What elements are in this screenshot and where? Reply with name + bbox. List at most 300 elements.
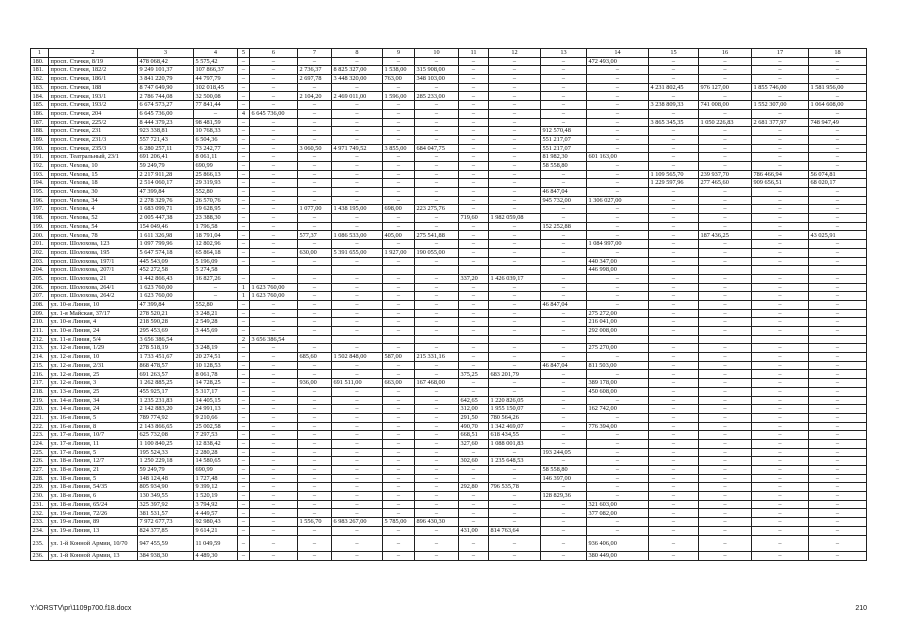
value-cell: – xyxy=(250,431,298,440)
value-cell: 440 347,00 xyxy=(587,257,649,266)
value-cell: 1 502 848,00 xyxy=(332,353,383,362)
value-cell: – xyxy=(541,214,587,223)
value-cell: – xyxy=(541,179,587,188)
value-cell: – xyxy=(752,205,809,214)
value-cell: – xyxy=(459,188,489,197)
value-cell: – xyxy=(649,66,699,75)
value-cell: – xyxy=(298,500,332,509)
value-cell: – xyxy=(332,196,383,205)
row-number: 231. xyxy=(31,500,49,509)
value-cell: – xyxy=(415,387,459,396)
value-cell: 1 855 746,00 xyxy=(752,83,809,92)
value-cell: – xyxy=(649,439,699,448)
value-cell: 691 511,00 xyxy=(332,379,383,388)
value-cell: – xyxy=(383,127,415,136)
value-cell: – xyxy=(298,257,332,266)
value-cell: – xyxy=(298,188,332,197)
value-cell: – xyxy=(699,387,752,396)
value-cell: 4 489,30 xyxy=(194,552,238,561)
value-cell: – xyxy=(238,135,250,144)
address-cell: ул. 17-я Линия, 5 xyxy=(49,448,138,457)
value-cell: – xyxy=(649,422,699,431)
value-cell: 2 549,28 xyxy=(194,318,238,327)
address-cell: ул. 16-я Линия, 5 xyxy=(49,413,138,422)
header-cell: 1 xyxy=(31,49,49,58)
value-cell: 5 317,17 xyxy=(194,387,238,396)
value-cell: – xyxy=(415,135,459,144)
value-cell: 789 774,92 xyxy=(138,413,194,422)
value-cell: – xyxy=(415,361,459,370)
value-cell xyxy=(238,266,250,275)
value-cell: – xyxy=(699,318,752,327)
value-cell: – xyxy=(415,118,459,127)
value-cell: – xyxy=(752,500,809,509)
value-cell: – xyxy=(383,214,415,223)
value-cell: – xyxy=(541,257,587,266)
row-number: 212. xyxy=(31,335,49,344)
value-cell: – xyxy=(383,309,415,318)
value-cell: – xyxy=(541,170,587,179)
value-cell: – xyxy=(541,500,587,509)
value-cell: – xyxy=(649,222,699,231)
table-row xyxy=(31,205,867,214)
value-cell: – xyxy=(459,535,489,552)
row-number: 228. xyxy=(31,474,49,483)
address-cell: просп. Стачки, 231 xyxy=(49,127,138,136)
row-number: 186. xyxy=(31,109,49,118)
table-row xyxy=(31,257,867,266)
value-cell: – xyxy=(250,57,298,66)
address-cell: ул. 16-я Линия, 8 xyxy=(49,422,138,431)
value-cell: – xyxy=(649,231,699,240)
value-cell: – xyxy=(238,448,250,457)
header-cell: 8 xyxy=(332,49,383,58)
value-cell: – xyxy=(238,309,250,318)
value-cell: – xyxy=(809,492,867,501)
address-cell: просп. Шолохова, 264/1 xyxy=(49,283,138,292)
value-cell: 312,00 xyxy=(459,405,489,414)
value-cell: 814 763,64 xyxy=(489,526,541,535)
value-cell: – xyxy=(541,283,587,292)
value-cell: 552,80 xyxy=(194,188,238,197)
value-cell: – xyxy=(415,396,459,405)
value-cell: – xyxy=(489,518,541,527)
value-cell: – xyxy=(415,552,459,561)
value-cell: – xyxy=(250,222,298,231)
value-cell: – xyxy=(250,170,298,179)
value-cell: – xyxy=(383,153,415,162)
value-cell: – xyxy=(415,188,459,197)
value-cell: – xyxy=(250,196,298,205)
value-cell: – xyxy=(415,257,459,266)
table-row xyxy=(31,109,867,118)
address-cell: ул. 10-я Линия, 4 xyxy=(49,318,138,327)
value-cell: 152 252,88 xyxy=(541,222,587,231)
row-number: 198. xyxy=(31,214,49,223)
value-cell: – xyxy=(238,318,250,327)
value-cell: – xyxy=(649,300,699,309)
value-cell: 2 786 744,08 xyxy=(138,92,194,101)
value-cell: – xyxy=(587,526,649,535)
value-cell: – xyxy=(699,92,752,101)
value-cell: – xyxy=(415,127,459,136)
value-cell: – xyxy=(383,57,415,66)
table-row xyxy=(31,370,867,379)
row-number: 220. xyxy=(31,405,49,414)
value-cell: – xyxy=(587,396,649,405)
address-cell: ул. 19-я Линия, 13 xyxy=(49,526,138,535)
value-cell: – xyxy=(649,318,699,327)
value-cell xyxy=(752,266,809,275)
value-cell: 1 077,00 xyxy=(298,205,332,214)
page-number: 210 xyxy=(855,605,867,612)
value-cell: 450 608,00 xyxy=(587,387,649,396)
value-cell: – xyxy=(298,552,332,561)
value-cell: – xyxy=(489,552,541,561)
value-cell xyxy=(489,335,541,344)
value-cell: – xyxy=(298,109,332,118)
value-cell: 1 538,00 xyxy=(383,66,415,75)
value-cell: – xyxy=(649,370,699,379)
value-cell: – xyxy=(541,526,587,535)
value-cell: – xyxy=(415,457,459,466)
address-cell: ул. 12-я Линия, 3 xyxy=(49,379,138,388)
value-cell: – xyxy=(489,170,541,179)
address-cell: просп. Стачки, 182/2 xyxy=(49,66,138,75)
value-cell: – xyxy=(383,118,415,127)
value-cell: 2 514 060,17 xyxy=(138,179,194,188)
row-number: 203. xyxy=(31,257,49,266)
table-row xyxy=(31,118,867,127)
value-cell: – xyxy=(809,292,867,301)
value-cell: – xyxy=(383,344,415,353)
address-cell: просп. Шолохова, 195 xyxy=(49,248,138,257)
value-cell: 10 768,33 xyxy=(194,127,238,136)
value-cell: – xyxy=(238,205,250,214)
row-number: 207. xyxy=(31,292,49,301)
value-cell: – xyxy=(541,83,587,92)
value-cell: 719,60 xyxy=(459,214,489,223)
value-cell: 44 797,79 xyxy=(194,75,238,84)
value-cell: – xyxy=(250,535,298,552)
value-cell: 1 623 760,00 xyxy=(250,283,298,292)
address-cell: просп. Шолохова, 207/1 xyxy=(49,266,138,275)
value-cell: 65 864,18 xyxy=(194,248,238,257)
row-number: 233. xyxy=(31,518,49,527)
value-cell: – xyxy=(809,318,867,327)
value-cell: 936 406,00 xyxy=(587,535,649,552)
value-cell: – xyxy=(699,135,752,144)
value-cell: – xyxy=(250,474,298,483)
value-cell: – xyxy=(459,66,489,75)
value-cell: – xyxy=(699,509,752,518)
value-cell: – xyxy=(809,309,867,318)
value-cell: – xyxy=(699,188,752,197)
value-cell: 384 938,30 xyxy=(138,552,194,561)
row-number: 214. xyxy=(31,353,49,362)
table-row xyxy=(31,135,867,144)
value-cell xyxy=(459,266,489,275)
value-cell: – xyxy=(238,240,250,249)
value-cell: 945 732,00 xyxy=(541,196,587,205)
value-cell: 2 469 011,00 xyxy=(332,92,383,101)
value-cell: – xyxy=(383,387,415,396)
value-cell: – xyxy=(541,439,587,448)
value-cell: – xyxy=(541,422,587,431)
value-cell: – xyxy=(809,431,867,440)
value-cell: – xyxy=(587,118,649,127)
value-cell: 102 018,45 xyxy=(194,83,238,92)
value-cell: – xyxy=(649,344,699,353)
value-cell: – xyxy=(415,483,459,492)
value-cell: – xyxy=(541,292,587,301)
value-cell: – xyxy=(699,518,752,527)
value-cell: 683 201,79 xyxy=(489,370,541,379)
value-cell: – xyxy=(809,127,867,136)
value-cell: – xyxy=(250,509,298,518)
table-row xyxy=(31,431,867,440)
value-cell: – xyxy=(489,535,541,552)
value-cell: – xyxy=(383,318,415,327)
value-cell: – xyxy=(459,327,489,336)
value-cell: 5 274,58 xyxy=(194,266,238,275)
value-cell: 7 972 677,73 xyxy=(138,518,194,527)
value-cell: 14 405,15 xyxy=(194,396,238,405)
value-cell: 557 721,43 xyxy=(138,135,194,144)
value-cell: – xyxy=(649,214,699,223)
value-cell: – xyxy=(752,413,809,422)
value-cell: – xyxy=(489,92,541,101)
value-cell: – xyxy=(489,309,541,318)
value-cell: – xyxy=(809,361,867,370)
value-cell: 455 925,17 xyxy=(138,387,194,396)
value-cell: – xyxy=(250,318,298,327)
value-cell: – xyxy=(489,492,541,501)
value-cell: – xyxy=(489,75,541,84)
value-cell: – xyxy=(587,101,649,110)
value-cell: 2 736,37 xyxy=(298,66,332,75)
value-cell: – xyxy=(415,431,459,440)
address-cell: просп. Стачки, 225/2 xyxy=(49,118,138,127)
value-cell: – xyxy=(383,431,415,440)
value-cell: – xyxy=(809,144,867,153)
table-row xyxy=(31,101,867,110)
value-cell: – xyxy=(809,439,867,448)
value-cell: – xyxy=(383,222,415,231)
address-cell: просп. Стачки, 188 xyxy=(49,83,138,92)
value-cell: – xyxy=(459,231,489,240)
value-cell: – xyxy=(649,518,699,527)
value-cell: – xyxy=(383,292,415,301)
value-cell: 552,80 xyxy=(194,300,238,309)
value-cell xyxy=(809,266,867,275)
value-cell: – xyxy=(809,413,867,422)
value-cell: – xyxy=(649,161,699,170)
value-cell: – xyxy=(415,318,459,327)
value-cell xyxy=(699,266,752,275)
table-row xyxy=(31,509,867,518)
table-row xyxy=(31,161,867,170)
value-cell: – xyxy=(238,327,250,336)
value-cell: – xyxy=(298,300,332,309)
value-cell: 3 656 386,54 xyxy=(138,335,194,344)
address-cell: просп. Чехова, 10 xyxy=(49,161,138,170)
table-row xyxy=(31,344,867,353)
row-number: 229. xyxy=(31,483,49,492)
value-cell: 1 623 760,00 xyxy=(250,292,298,301)
value-cell xyxy=(298,266,332,275)
value-cell: – xyxy=(459,135,489,144)
row-number: 182. xyxy=(31,75,49,84)
value-cell: – xyxy=(383,552,415,561)
value-cell: 47 399,84 xyxy=(138,188,194,197)
value-cell: – xyxy=(809,300,867,309)
value-cell: – xyxy=(250,552,298,561)
value-cell: – xyxy=(649,500,699,509)
table-row xyxy=(31,361,867,370)
value-cell: – xyxy=(459,75,489,84)
value-cell: – xyxy=(238,509,250,518)
value-cell: – xyxy=(250,83,298,92)
value-cell: – xyxy=(298,274,332,283)
value-cell: – xyxy=(415,500,459,509)
header-cell: 16 xyxy=(699,49,752,58)
value-cell: – xyxy=(587,457,649,466)
value-cell: – xyxy=(752,257,809,266)
address-cell: ул. 13-я Линия, 25 xyxy=(49,387,138,396)
value-cell: – xyxy=(332,431,383,440)
value-cell: – xyxy=(699,466,752,475)
value-cell: – xyxy=(699,405,752,414)
value-cell: – xyxy=(250,144,298,153)
value-cell: – xyxy=(250,309,298,318)
value-cell: – xyxy=(587,83,649,92)
value-cell: – xyxy=(238,405,250,414)
value-cell: – xyxy=(649,413,699,422)
value-cell: – xyxy=(699,127,752,136)
value-cell: 381 531,57 xyxy=(138,509,194,518)
value-cell: – xyxy=(415,153,459,162)
value-cell: – xyxy=(415,109,459,118)
value-cell: – xyxy=(298,153,332,162)
address-cell: ул. 12-я Линия, 25 xyxy=(49,370,138,379)
value-cell: – xyxy=(752,457,809,466)
value-cell: – xyxy=(699,309,752,318)
table-row xyxy=(31,387,867,396)
value-cell: – xyxy=(752,274,809,283)
value-cell: 46 847,04 xyxy=(541,361,587,370)
value-cell: – xyxy=(238,274,250,283)
row-number: 191. xyxy=(31,153,49,162)
value-cell: – xyxy=(809,422,867,431)
value-cell: – xyxy=(332,405,383,414)
value-cell: – xyxy=(332,57,383,66)
value-cell: – xyxy=(699,413,752,422)
address-cell: ул. 18-я Линия, 6 xyxy=(49,492,138,501)
value-cell: 2 142 883,20 xyxy=(138,405,194,414)
value-cell: – xyxy=(699,196,752,205)
value-cell: – xyxy=(332,344,383,353)
value-cell: 947 455,59 xyxy=(138,535,194,552)
value-cell: – xyxy=(809,283,867,292)
value-cell: – xyxy=(383,135,415,144)
value-cell: – xyxy=(649,196,699,205)
value-cell: – xyxy=(383,439,415,448)
value-cell: – xyxy=(649,309,699,318)
value-cell: – xyxy=(383,274,415,283)
value-cell: – xyxy=(809,196,867,205)
value-cell: – xyxy=(752,422,809,431)
value-cell: – xyxy=(250,231,298,240)
value-cell: – xyxy=(541,248,587,257)
value-cell: – xyxy=(459,292,489,301)
value-cell: – xyxy=(489,222,541,231)
row-number: 189. xyxy=(31,135,49,144)
value-cell: 3 855,00 xyxy=(383,144,415,153)
value-cell: 1 438 195,00 xyxy=(332,205,383,214)
value-cell: – xyxy=(541,75,587,84)
value-cell: – xyxy=(587,518,649,527)
value-cell: 277 465,60 xyxy=(699,179,752,188)
value-cell: – xyxy=(809,466,867,475)
value-cell: 1 306 027,00 xyxy=(587,196,649,205)
value-cell: 315 908,00 xyxy=(415,66,459,75)
value-cell: – xyxy=(332,318,383,327)
address-cell: ул. 18-я Линия, 5 xyxy=(49,474,138,483)
value-cell: – xyxy=(541,118,587,127)
value-cell: – xyxy=(459,205,489,214)
value-cell: – xyxy=(649,257,699,266)
row-number: 194. xyxy=(31,179,49,188)
value-cell: 691 206,41 xyxy=(138,153,194,162)
value-cell: 1 611 326,98 xyxy=(138,231,194,240)
value-cell: 8 444 379,23 xyxy=(138,118,194,127)
value-cell: – xyxy=(699,448,752,457)
value-cell: – xyxy=(489,448,541,457)
value-cell: – xyxy=(415,413,459,422)
value-cell: 690,99 xyxy=(194,466,238,475)
row-number: 199. xyxy=(31,222,49,231)
value-cell: – xyxy=(238,500,250,509)
value-cell: – xyxy=(489,188,541,197)
value-cell: 167 468,00 xyxy=(415,379,459,388)
header-cell: 5 xyxy=(238,49,250,58)
value-cell: – xyxy=(332,448,383,457)
value-cell: – xyxy=(699,222,752,231)
value-cell: – xyxy=(332,214,383,223)
value-cell: 445 543,09 xyxy=(138,257,194,266)
value-cell: 47 399,84 xyxy=(138,300,194,309)
value-cell: 2 005 447,38 xyxy=(138,214,194,223)
value-cell: 3 248,21 xyxy=(194,309,238,318)
value-cell: 9 210,66 xyxy=(194,413,238,422)
value-cell: – xyxy=(699,292,752,301)
value-cell: – xyxy=(383,396,415,405)
value-cell: – xyxy=(699,526,752,535)
value-cell: – xyxy=(250,92,298,101)
value-cell: 1 235 648,53 xyxy=(489,457,541,466)
value-cell: – xyxy=(332,466,383,475)
value-cell: – xyxy=(541,309,587,318)
value-cell: – xyxy=(415,283,459,292)
table-row xyxy=(31,535,867,552)
value-cell: – xyxy=(752,248,809,257)
value-cell: – xyxy=(699,379,752,388)
row-number: 195. xyxy=(31,188,49,197)
value-cell: – xyxy=(383,526,415,535)
header-cell: 15 xyxy=(649,49,699,58)
value-cell: – xyxy=(649,431,699,440)
